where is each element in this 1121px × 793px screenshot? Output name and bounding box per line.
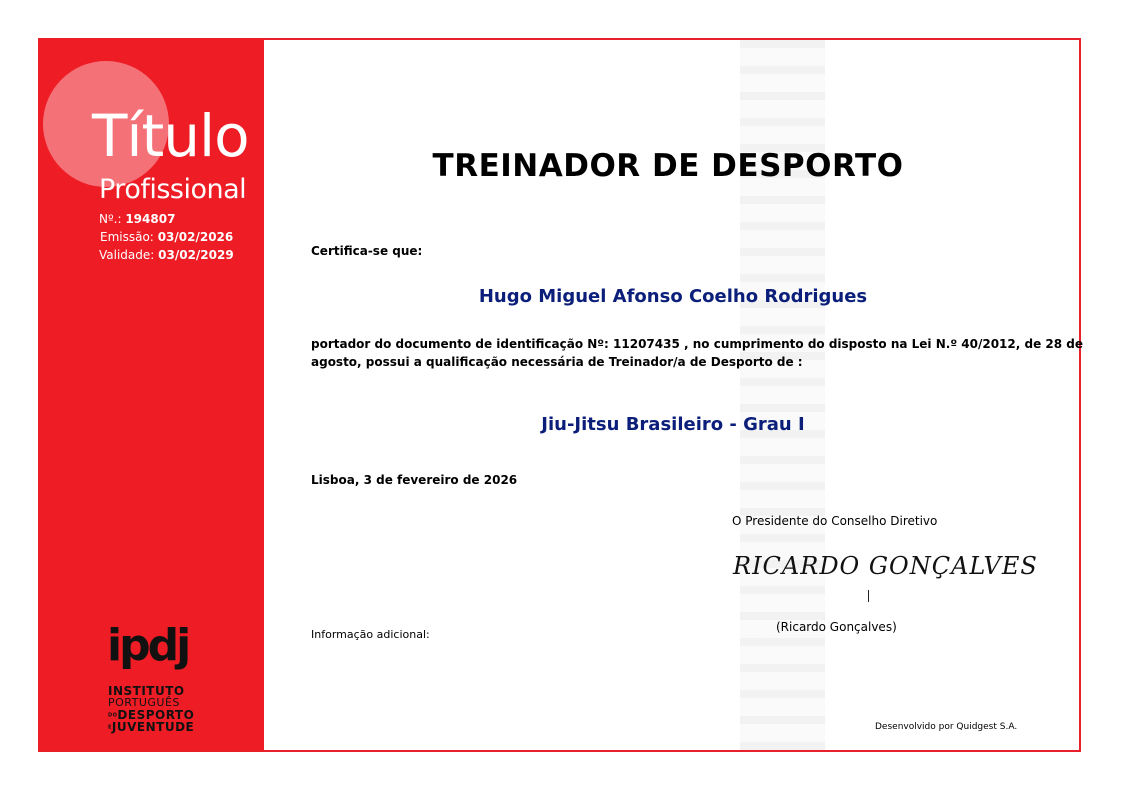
validity-date xyxy=(99,248,234,263)
emission-date xyxy=(100,230,233,245)
signature-tick xyxy=(868,590,869,602)
logo-text-line-1: INSTITUTO xyxy=(108,684,185,698)
certificate-number-label: Nº.: xyxy=(99,212,122,226)
logo-text-line-3-prefix: DO xyxy=(108,712,118,719)
certificate-type-subtitle: Profissional xyxy=(99,174,247,205)
place-and-date: Lisboa, 3 de fevereiro de 2026 xyxy=(311,473,518,487)
president-title: O Presidente do Conselho Diretivo xyxy=(732,514,938,528)
certificate-body-line-2: agosto, possui a qualificação necessária de Treinador/a de Desporto de : xyxy=(311,355,803,369)
handwritten-signature: RICARDO GONÇALVES xyxy=(733,552,1038,580)
validity-date-label: Validade: xyxy=(99,248,155,262)
logo-text-line-4-prefix: E xyxy=(108,724,112,731)
certificate-number xyxy=(99,212,175,227)
holder-name: Hugo Miguel Afonso Coelho Rodrigues xyxy=(478,286,868,307)
emission-date-label: Emissão: xyxy=(100,230,154,244)
logo-text-line-4 xyxy=(108,720,194,734)
validity-date-value: 03/02/2029 xyxy=(158,248,234,262)
certificate-body-line-1: portador do documento de identificação Nº: 11207435 , no cumprimento do disposto na Lei N.º 40/2012, de 28 de xyxy=(311,337,1083,351)
signer-name: (Ricardo Gonçalves) xyxy=(776,620,897,634)
additional-info-label: Informação adicional: xyxy=(311,628,430,641)
certificate-type-title: Título xyxy=(92,102,249,170)
logo-text-line-3-main: DESPORTO xyxy=(117,708,195,722)
ipdj-watermark-pattern xyxy=(740,40,825,750)
qualification-title: Jiu-Jitsu Brasileiro - Grau I xyxy=(541,414,805,435)
certifies-label: Certifica-se que: xyxy=(311,244,423,258)
logo-text-line-2: PORTUGUÊS xyxy=(108,696,180,709)
developer-credit: Desenvolvido por Quidgest S.A. xyxy=(875,722,1018,732)
certificate-number-value: 194807 xyxy=(125,212,176,226)
certificate-heading: TREINADOR DE DESPORTO xyxy=(432,148,904,184)
ipdj-logo-mark: ipdj xyxy=(107,620,189,671)
emission-date-value: 03/02/2026 xyxy=(157,230,234,244)
logo-text-line-4-main: JUVENTUDE xyxy=(111,720,195,734)
